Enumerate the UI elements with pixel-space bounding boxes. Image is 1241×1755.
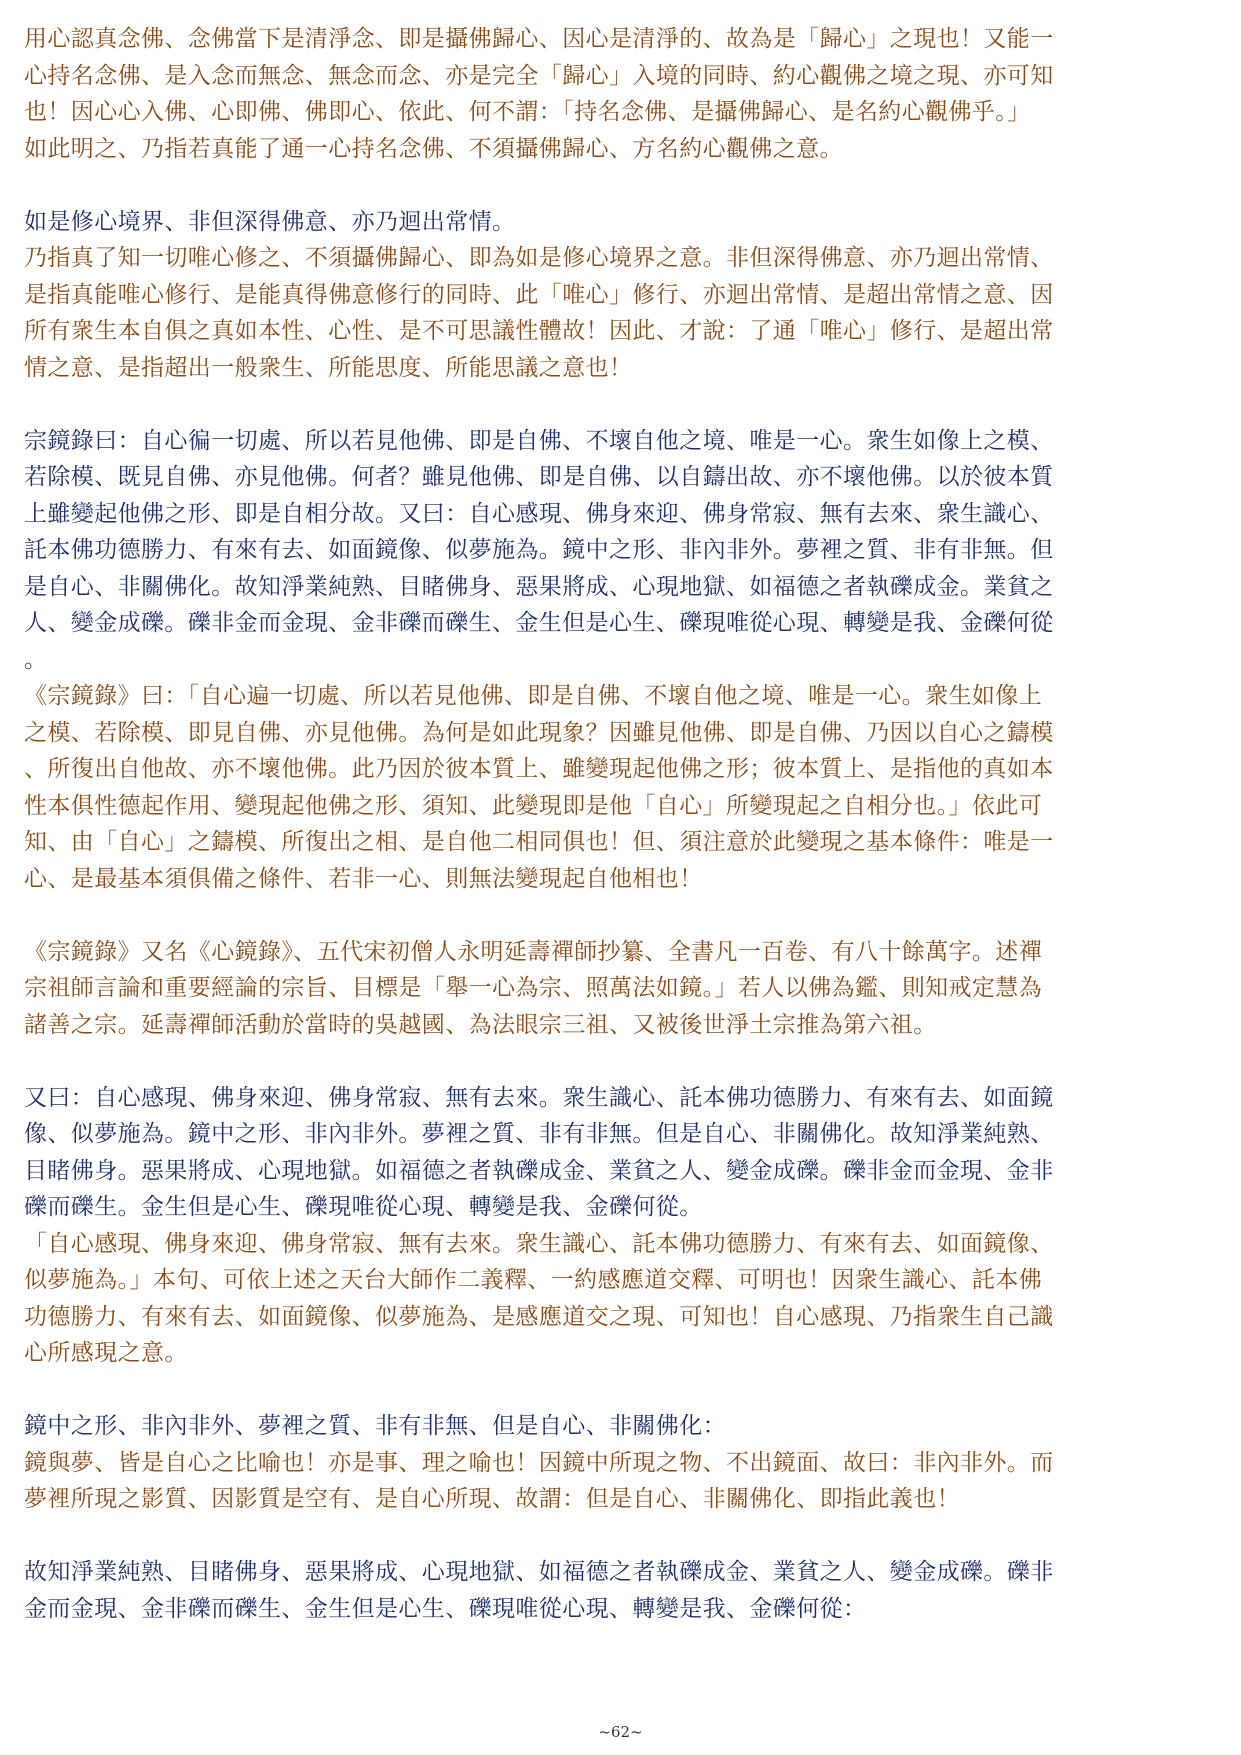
text-line: 知、由「自心」之鑄模、所復出之相、是自他二相同俱也！但、須注意於此變現之基本條件：唯是一 [24, 829, 1054, 855]
text-line: 心所感現之意。 [24, 1340, 188, 1366]
text-line: 《宗鏡錄》又名《心鏡錄》、五代宋初僧人永明延壽禪師抄纂、全書凡一百卷、有八十餘萬字。述禪 [24, 938, 1043, 965]
text-line: 宗祖師言論和重要經論的宗旨、目標是「舉一心為宗、照萬法如鏡。」若人以佛為鑑、則知戒定慧為 [24, 975, 1043, 1001]
text-line: 宗鏡錄曰：自心徧一切處、所以若見他佛、即是自佛、不壞自他之境、唯是一心。衆生如像上之模、 [24, 427, 1054, 454]
text-line: 所有衆生本自俱之真如本性、心性、是不可思議性體故！因此、才說：了通「唯心」修行、是超出常 [24, 318, 1054, 344]
text-line: 心、是最基本須俱備之條件、若非一心、則無法變現起自他相也！ [24, 865, 703, 892]
text-line: 心持名念佛、是入念而無念、無念而念、亦是完全「歸心」入境的同時、約心觀佛之境之現、亦可知 [24, 62, 1054, 89]
blank-line [24, 387, 1224, 421]
blank-line [24, 1373, 1224, 1407]
text-line: 故知淨業純熟、目睹佛身、惡果將成、心現地獄、如福德之者執礫成金、業貧之人、變金成礫。礫非 [24, 1559, 1054, 1585]
text-line: 目睹佛身。惡果將成、心現地獄。如福德之者執礫成金、業貧之人、變金成礫。礫非金而金現、金非 [24, 1157, 1054, 1184]
text-line: 夢裡所現之影質、因影質是空有、是自心所現、故謂：但是自心、非關佛化、即指此義也！ [24, 1486, 960, 1512]
blank-line [24, 1044, 1224, 1078]
text-line: 鏡與夢、皆是自心之比喻也！亦是事、理之喻也！因鏡中所現之物、不出鏡面、故曰：非內非外。而 [24, 1449, 1054, 1476]
text-line: 性本俱性德起作用、變現起他佛之形、須知、此變現即是他「自心」所變現起之自相分也。」依此可 [24, 792, 1043, 819]
text-line: 託本佛功德勝力、有來有去、如面鏡像、似夢施為。鏡中之形、非內非外。夢裡之質、非有非無。但 [24, 537, 1054, 563]
blank-line [24, 168, 1224, 202]
text-line: 上雖變起他佛之形、即是自相分故。又曰：自心感現、佛身來迎、佛身常寂、無有去來、衆生識心、 [24, 500, 1054, 527]
text-line: 是指真能唯心修行、是能真得佛意修行的同時、此「唯心」修行、亦迴出常情、是超出常情之意、因 [24, 281, 1054, 308]
text-line: 乃指真了知一切唯心修之、不須攝佛歸心、即為如是修心境界之意。非但深得佛意、亦乃迴出常情、 [24, 245, 1054, 271]
text-line: 如是修心境界、非但深得佛意、亦乃迴出常情。 [24, 208, 516, 235]
text-line: 「自心感現、佛身來迎、佛身常寂、無有去來。衆生識心、託本佛功德勝力、有來有去、如面鏡像、 [24, 1230, 1054, 1257]
text-line: 情之意、是指超出一般衆生、所能思度、所能思議之意也！ [24, 354, 633, 381]
text-line: 也！因心心入佛、心即佛、佛即心、依此、何不謂：「持名念佛、是攝佛歸心、是名約心觀佛乎。」 [24, 99, 1031, 125]
text-line: 用心認真念佛、念佛當下是清淨念、即是攝佛歸心、因心是清淨的、故為是「歸心」之現也！又能一 [24, 26, 1054, 52]
text-line: 如此明之、乃指若真能了通一心持名念佛、不須攝佛歸心、方名約心觀佛之意。 [24, 135, 843, 162]
text-line: 像、似夢施為。鏡中之形、非內非外。夢裡之質、非有非無。但是自心、非關佛化。故知淨業純熟、 [24, 1121, 1054, 1147]
text-line: 之模、若除模、即見自佛、亦見他佛。為何是如此現象？因雖見他佛、即是自佛、乃因以自心之鑄模 [24, 719, 1054, 746]
text-line: 《宗鏡錄》曰：「自心遍一切處、所以若見他佛、即是自佛、不壞自他之境、唯是一心。衆生如像上 [24, 683, 1043, 709]
text-line: 金而金現、金非礫而礫生、金生但是心生、礫現唯從心現、轉變是我、金礫何從： [24, 1595, 867, 1622]
blank-line [24, 898, 1224, 932]
text-line: 鏡中之形、非內非外、夢裡之質、非有非無、但是自心、非關佛化： [24, 1413, 726, 1439]
text-line: 似夢施為。」本句、可依上述之天台大師作二義釋、一約感應道交釋、可明也！因衆生識心、託本佛 [24, 1267, 1043, 1293]
text-line: 又曰：自心感現、佛身來迎、佛身常寂、無有去來。衆生識心、託本佛功德勝力、有來有去、如面鏡 [24, 1084, 1054, 1111]
text-line: 礫而礫生。金生但是心生、礫現唯從心現、轉變是我、金礫何從。 [24, 1194, 703, 1220]
text-line: 若除模、既見自佛、亦見他佛。何者？雖見他佛、即是自佛、以自鑄出故、亦不壞他佛。以於彼本質 [24, 464, 1054, 490]
text-line: 、所復出自他故、亦不壞他佛。此乃因於彼本質上、雖變現起他佛之形；彼本質上、是指他的真如本 [24, 756, 1054, 782]
text-line: 是自心、非關佛化。故知淨業純熟、目睹佛身、惡果將成、心現地獄、如福德之者執礫成金。業貧之 [24, 573, 1054, 600]
text-line: 功德勝力、有來有去、如面鏡像、似夢施為、是感應道交之現、可知也！自心感現、乃指衆生自己識 [24, 1303, 1054, 1330]
text-line: 。 [24, 646, 48, 673]
page-number: ~62~ [598, 1723, 643, 1741]
blank-line [24, 1519, 1224, 1553]
text-line: 諸善之宗。延壽禪師活動於當時的吳越國、為法眼宗三祖、又被後世淨土宗推為第六祖。 [24, 1011, 937, 1038]
text-line: 人、變金成礫。礫非金而金現、金非礫而礫生、金生但是心生、礫現唯從心現、轉變是我、金礫何從 [24, 610, 1054, 636]
